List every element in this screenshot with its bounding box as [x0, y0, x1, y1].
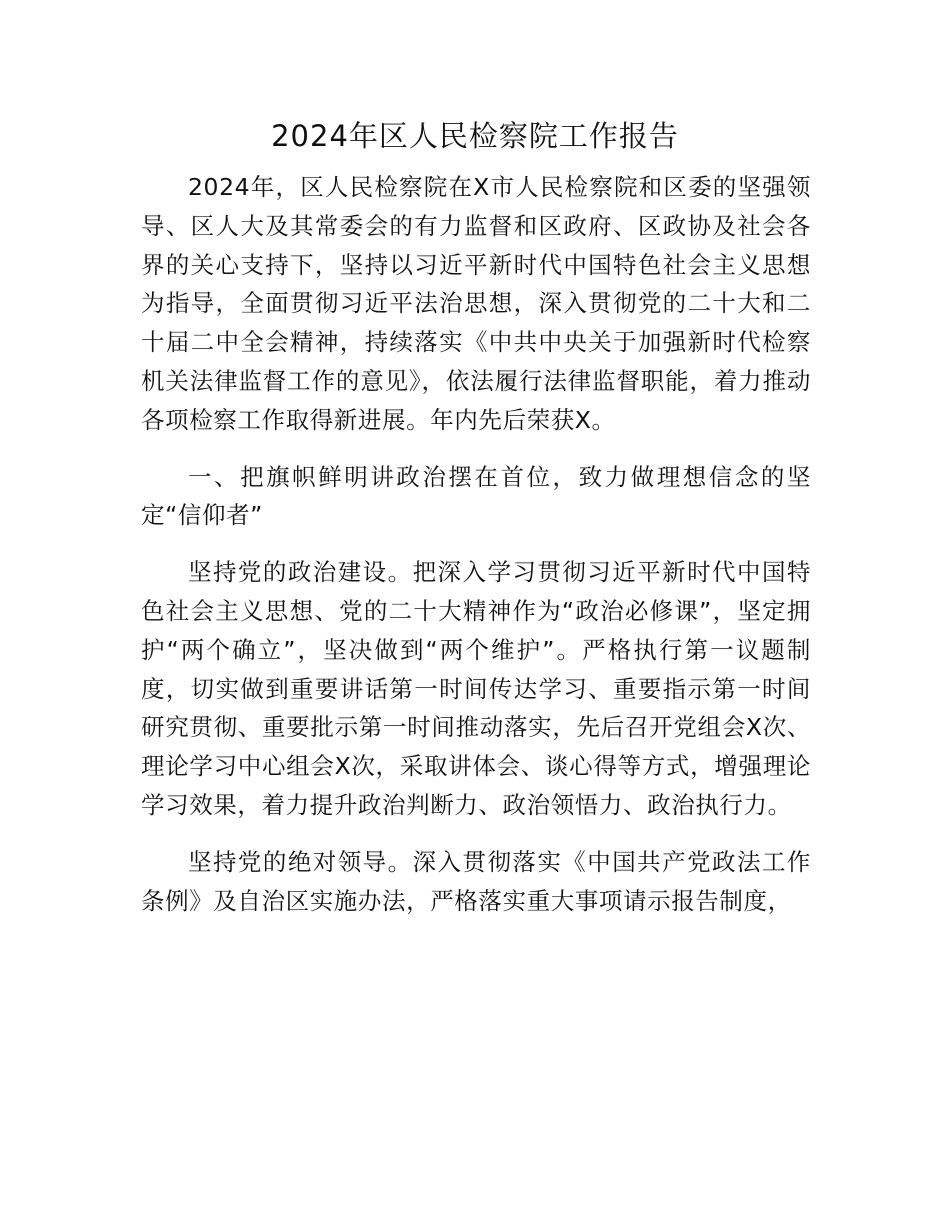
document-title: 2024年区人民检察院工作报告	[271, 119, 679, 153]
paragraph-political-building: 坚持党的政治建设。把深入学习贯彻习近平新时代中国特色社会主义思想、党的二十大精神作为“政治必修课”，坚定拥护“两个确立”，坚决做到“两个维护”。严格执行第一议题制度，切实做到重要讲话第一时间传达学习、重要指示第一时间研究贯彻、重要批示第一时间推动落实，先后召开党组会X次、理论学习中心组会X次，采取讲体会、谈心得等方式，增强理论学习效果，着力提升政治判断力、政治领悟力、政治执行力。	[141, 558, 811, 819]
paragraph-party-leadership: 坚持党的绝对领导。深入贯彻落实《中国共产党政法工作条例》及自治区实施办法，严格落实重大事项请示报告制度，	[141, 847, 811, 915]
section-heading-1: 一、把旗帜鲜明讲政治摆在首位，致力做理想信念的坚定“信仰者”	[141, 462, 811, 530]
document-body	[141, 168, 811, 938]
paragraph-intro: 2024年，区人民检察院在X市人民检察院和区委的坚强领导、区人大及其常委会的有力监督和区政府、区政协及社会各界的关心支持下，坚持以习近平新时代中国特色社会主义思想为指导，全面贯彻习近平法治思想，深入贯彻党的二十大和二十届二中全会精神，持续落实《中共中央关于加强新时代检察机关法律监督工作的意见》，依法履行法律监督职能，着力推动各项检察工作取得新进展。年内先后荣获X。	[141, 173, 811, 434]
